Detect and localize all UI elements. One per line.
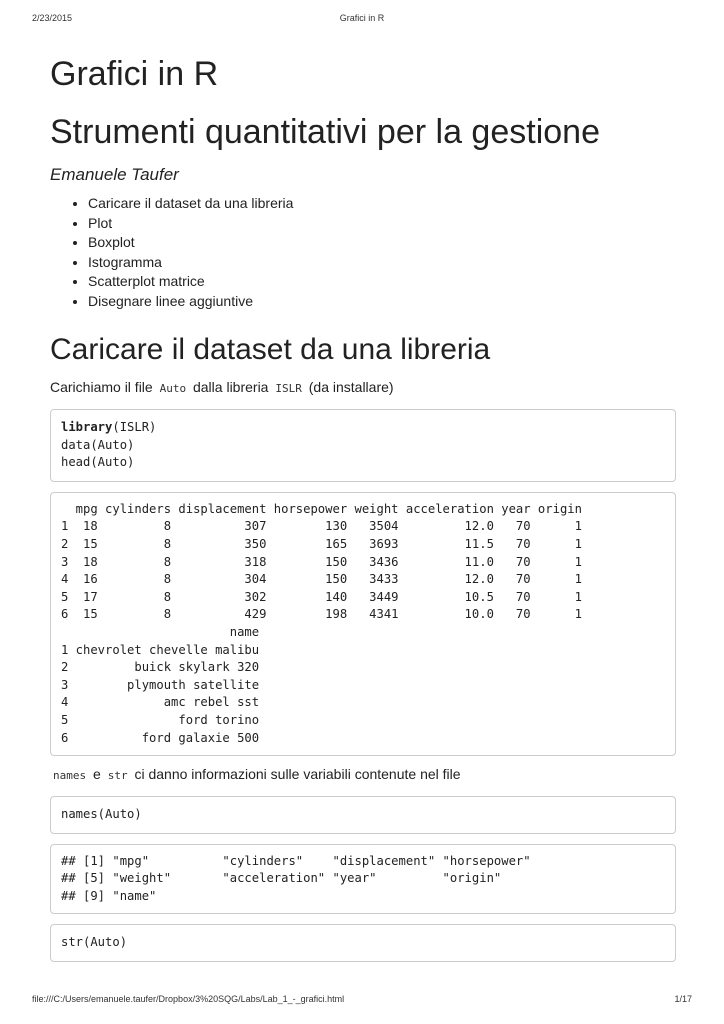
output-line: ## [1] "mpg" "cylinders" "displacement" "horsepower" xyxy=(61,853,531,868)
intro-paragraph xyxy=(50,377,676,399)
inline-code-auto: Auto xyxy=(159,382,187,395)
output-line: 1 chevrolet chevelle malibu xyxy=(61,642,260,657)
output-line: 5 ford torino xyxy=(61,712,260,727)
code-line: str(Auto) xyxy=(61,935,128,950)
print-header xyxy=(0,13,724,27)
output-line: 3 18 8 318 150 3436 11.0 70 1 xyxy=(61,554,582,569)
toc-item-label[interactable]: Caricare il dataset da una libreria xyxy=(88,195,294,211)
code-keyword: library xyxy=(61,420,113,434)
output-block-head[interactable] xyxy=(50,492,676,756)
code-text: (ISLR) xyxy=(112,420,157,434)
output-line: 6 ford galaxie 500 xyxy=(61,730,260,745)
inline-code-str: str xyxy=(107,769,128,783)
text-fragment: e xyxy=(89,766,105,783)
text-fragment: (da installare) xyxy=(304,379,394,395)
print-page-number: 1/17 xyxy=(674,994,692,1004)
code-block-load[interactable] xyxy=(50,409,676,482)
page-subtitle: Strumenti quantitativi per la gestione xyxy=(50,113,600,151)
code-block-str[interactable] xyxy=(50,924,676,962)
print-footer xyxy=(0,994,724,1008)
output-line: name xyxy=(61,624,260,639)
output-line: mpg cylinders displacement horsepower weight acceleration year origin xyxy=(61,501,582,516)
output-line: 1 18 8 307 130 3504 12.0 70 1 xyxy=(61,519,582,534)
toc-item[interactable] xyxy=(88,292,676,312)
output-line: 2 15 8 350 165 3693 11.5 70 1 xyxy=(61,536,582,551)
page-title: Grafici in R xyxy=(50,55,219,93)
output-line: 2 buick skylark 320 xyxy=(61,660,260,675)
names-str-paragraph xyxy=(50,764,676,786)
code-line: head(Auto) xyxy=(61,455,135,470)
output-line: ## [5] "weight" "acceleration" "year" "origin" xyxy=(61,871,502,886)
text-fragment: Carichiamo il file xyxy=(50,379,157,395)
toc-item[interactable] xyxy=(88,272,676,292)
toc-item-label[interactable]: Scatterplot matrice xyxy=(88,273,205,289)
toc-item[interactable] xyxy=(88,214,676,234)
text-fragment: ci danno informazioni sulle variabili contenute nel file xyxy=(130,766,461,783)
print-title: Grafici in R xyxy=(339,13,385,23)
output-line: 6 15 8 429 198 4341 10.0 70 1 xyxy=(61,607,582,622)
code-line: names(Auto) xyxy=(61,807,142,822)
output-line: 5 17 8 302 140 3449 10.5 70 1 xyxy=(61,589,582,604)
inline-code-names: names xyxy=(53,769,87,783)
toc-item[interactable] xyxy=(88,253,676,273)
toc-item-label[interactable]: Boxplot xyxy=(88,234,135,250)
code-line: data(Auto) xyxy=(61,437,135,452)
toc-item[interactable] xyxy=(88,233,676,253)
inline-code-islr: ISLR xyxy=(275,382,302,395)
output-line: ## [9] "name" xyxy=(61,888,157,903)
print-file-path: file:///C:/Users/emanuele.taufer/Dropbox/3%20SQG/Labs/Lab_1_-_grafici.html xyxy=(32,994,345,1004)
document-content xyxy=(50,52,676,962)
print-date: 2/23/2015 xyxy=(32,13,73,23)
toc-item[interactable] xyxy=(88,194,676,214)
section-heading: Caricare il dataset da una libreria xyxy=(50,333,491,366)
output-block-names[interactable] xyxy=(50,844,676,915)
output-line: 4 16 8 304 150 3433 12.0 70 1 xyxy=(61,572,582,587)
toc-item-label[interactable]: Plot xyxy=(88,214,113,231)
code-line xyxy=(61,419,665,437)
output-line: 3 plymouth satellite xyxy=(61,677,260,692)
toc-item-label[interactable]: Istogramma xyxy=(88,253,162,270)
code-block-names[interactable] xyxy=(50,796,676,834)
author: Emanuele Taufer xyxy=(50,165,179,184)
toc-item-label[interactable]: Disegnare linee aggiuntive xyxy=(88,292,253,309)
output-line: 4 amc rebel sst xyxy=(61,695,260,710)
table-of-contents xyxy=(50,194,676,311)
text-fragment: dalla libreria xyxy=(189,379,273,395)
